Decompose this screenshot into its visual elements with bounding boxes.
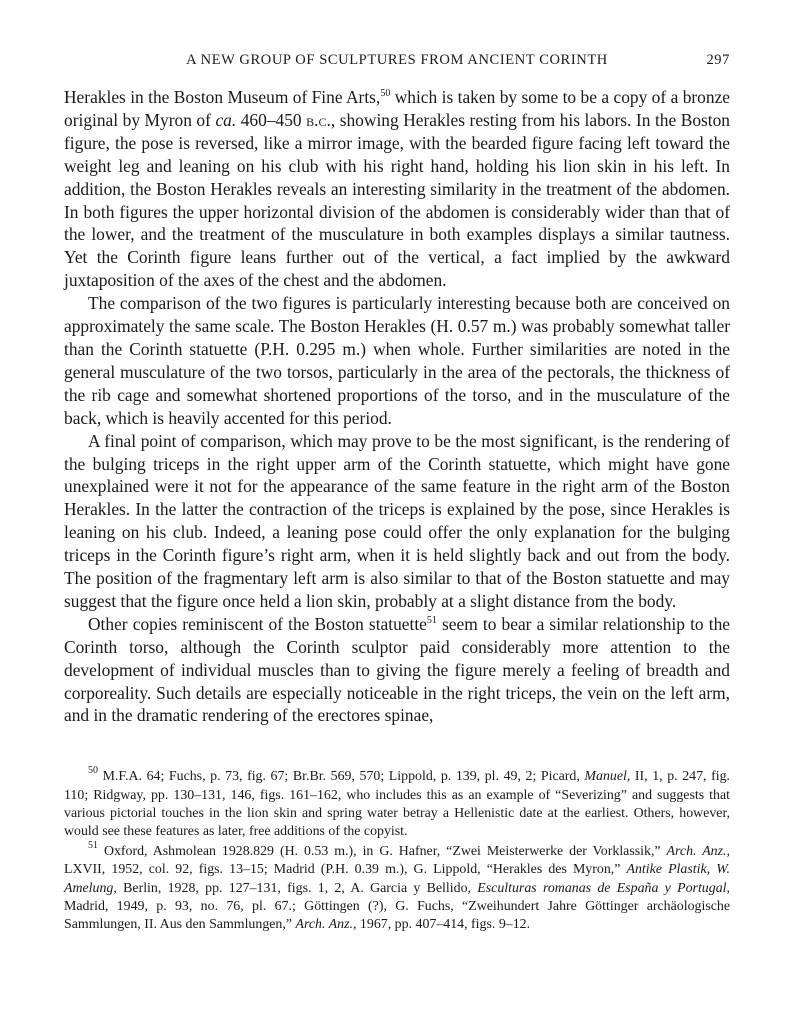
footnote-50 (64, 765, 730, 841)
paragraph-1 (64, 86, 730, 292)
footnote-50-number: 50 (88, 765, 98, 777)
p4-text-b: seem to bear a similar relationship to the Corinth torso, although the Corinth sculptor paid considerably more attention to the development of individual muscles than to giving the figure merely a feeling of breadth and corporeality. Such details are especially noticeable in the right triceps, the vein on the left arm, and in the dramatic rendering of the erectores spinae, (64, 613, 730, 726)
footnote-ref-51[interactable]: 51 (426, 614, 437, 626)
fn50-text-b: , II, 1, p. 247, fig. 110; Ridgway, pp. 130–131, 146, figs. 161–162, who includes this as an example of “Severizing” and suggests that various pictorial touches in the lion skin and spring water betray a Hellenistic date at the earliest. Others, however, would see these features as later, free additions of the copyist. (64, 769, 730, 839)
footnote-51 (64, 840, 730, 934)
running-title: A NEW GROUP OF SCULPTURES FROM ANCIENT CORINTH (186, 52, 608, 68)
paragraph-2: The comparison of the two figures is particularly interesting because both are conceived on approximately the same scale. The Boston Herakles (H. 0.57 m.) was probably somewhat taller than the Corinth statuette (P.H. 0.295 m.) when whole. Further similarities are noted in the general musculature of the two torsos, particularly in the area of the pectorals, the thickness of the rib cage and somewhat shortened proportions of the torso, and in the musculature of the back, which is heavily accented for this period. (64, 293, 730, 428)
fn51-italic-1: Arch. Anz. (666, 844, 727, 860)
fn51-italic-4: Arch. Anz. (295, 917, 353, 932)
fn51-text-a: Oxford, Ashmolean 1928.829 (H. 0.53 m.), in G. Hafner, “Zwei Meisterwerke der Vorklassik,” (98, 844, 667, 860)
paragraph-4 (64, 613, 730, 728)
fn51-italic-3: Esculturas romanas de España y Portugal (477, 880, 727, 896)
fn50-italic-1: Manuel (584, 769, 627, 785)
fn51-italic-2: Antike Plastik, W. Amelung (64, 862, 730, 896)
p4-text-a: Other copies reminiscent of the Boston statuette (88, 613, 427, 634)
footnote-ref-50[interactable]: 50 (380, 88, 391, 99)
fn51-text-c: , Berlin, 1928, pp. 127–131, figs. 1, 2, A. Garcia y Bellido, (113, 880, 478, 896)
paragraph-3: A final point of comparison, which may prove to be the most significant, is the rendering of the bulging triceps in the right upper arm of the Corinth statuette, which might have gone unexplained were it not for the appearance of the same feature in the right arm of the Boston Herakles. In the latter the contraction of the triceps is explained by the pose, since Herakles is leaning on his club. Indeed, a leaning pose could offer the only explanation for the bulging triceps in the Corinth figure’s right arm, when it is held slightly back and out from the body. The position of the fragmentary left arm is also similar to that of the Boston statuette and may suggest that the figure once held a lion skin, probably at a slight distance from the body. (64, 430, 730, 611)
page-number: 297 (706, 52, 730, 68)
fn51-text-d: , Madrid, 1949, p. 93, no. 76, pl. 67.; Göttingen (?), G. Fuchs, “Zweihundert Jahre Göttinger archäologische Sammlungen, II. Aus den Sammlungen,” (64, 880, 730, 932)
fn50-text-a: M.F.A. 64; Fuchs, p. 73, fig. 67; Br.Br. 569, 570; Lippold, p. 139, pl. 49, 2; Picard, (98, 769, 585, 785)
p1-bc: b.c. (306, 109, 331, 130)
page (64, 50, 730, 934)
fn51-text-b: , LXVII, 1952, col. 92, figs. 13–15; Madrid (P.H. 0.39 m.), G. Lippold, “Herakles des Myron,” (64, 844, 730, 878)
p1-circa: ca. (215, 109, 237, 130)
footnotes (64, 765, 730, 934)
p1-text-b: which is taken by some to be a copy of a bronze original by Myron of (64, 87, 731, 130)
running-header (64, 50, 730, 76)
footnote-51-number: 51 (88, 840, 98, 852)
p1-text-c: 460–450 (236, 109, 307, 130)
p1-text-a: Herakles in the Boston Museum of Fine Arts, (64, 87, 381, 107)
body-text (64, 86, 730, 727)
fn51-text-e: , 1967, pp. 407–414, figs. 9–12. (352, 917, 531, 932)
p1-text-d: , showing Herakles resting from his labors. In the Boston figure, the pose is reversed, like a mirror image, with the bearded figure facing left toward the weight leg and leaning on his club with his right hand, holding his lion skin in his left. In addition, the Boston Herakles reveals an interesting similarity in the treatment of the abdomen. In both figures the upper horizontal division of the abdomen is considerably wider than that of the lower, and the treatment of the musculature in both examples displays a similar tautness. Yet the Corinth figure leans further out of the vertical, a fact implied by the awkward juxtaposition of the axes of the chest and the abdomen. (64, 109, 731, 291)
